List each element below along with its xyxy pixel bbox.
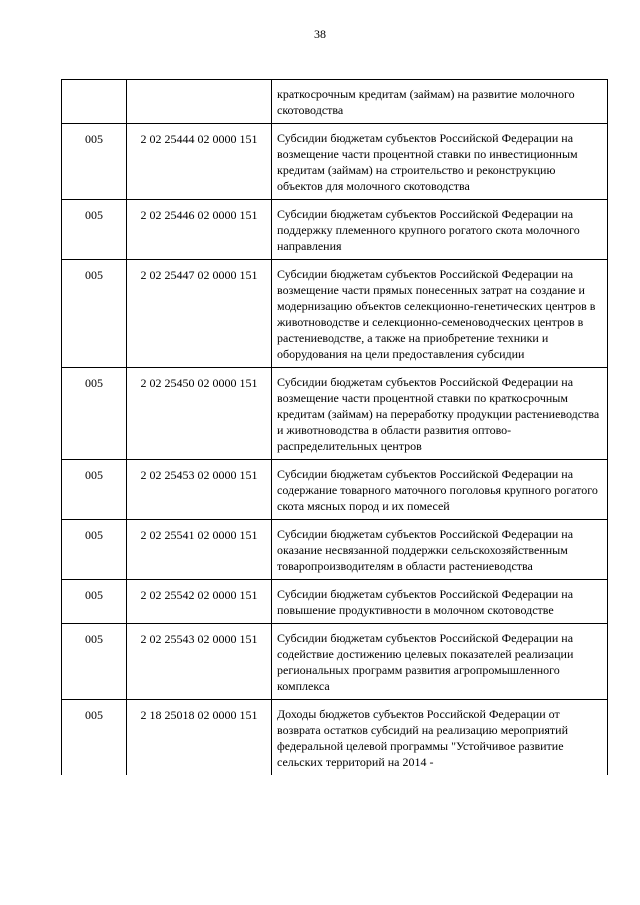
income-name-cell: Субсидии бюджетам субъектов Российской Федерации на возмещение части процентной ставки по краткосрочным кредитам (займам) на переработку продукции растениеводства и животноводства в области развития оптово-распределительных центров xyxy=(272,368,608,460)
budget-code-cell: 2 02 25541 02 0000 151 xyxy=(127,520,272,580)
budget-code-cell: 2 02 25450 02 0000 151 xyxy=(127,368,272,460)
table-row xyxy=(62,80,608,124)
admin-code-cell: 005 xyxy=(62,124,127,200)
budget-code-cell: 2 02 25453 02 0000 151 xyxy=(127,460,272,520)
admin-code-cell xyxy=(62,80,127,124)
budget-code-cell xyxy=(127,80,272,124)
admin-code-cell: 005 xyxy=(62,580,127,624)
budget-code-cell: 2 02 25446 02 0000 151 xyxy=(127,200,272,260)
income-name-cell: Субсидии бюджетам субъектов Российской Федерации на оказание несвязанной поддержки сельскохозяйственным товаропроизводителям в области растениеводства xyxy=(272,520,608,580)
budget-codes-table xyxy=(61,79,608,775)
admin-code-cell: 005 xyxy=(62,260,127,368)
table-row xyxy=(62,624,608,700)
budget-code-cell: 2 02 25543 02 0000 151 xyxy=(127,624,272,700)
admin-code-cell: 005 xyxy=(62,460,127,520)
admin-code-cell: 005 xyxy=(62,624,127,700)
budget-code-cell: 2 02 25444 02 0000 151 xyxy=(127,124,272,200)
admin-code-cell: 005 xyxy=(62,520,127,580)
budget-code-cell: 2 02 25447 02 0000 151 xyxy=(127,260,272,368)
income-name-cell: Субсидии бюджетам субъектов Российской Федерации на повышение продуктивности в молочном скотоводстве xyxy=(272,580,608,624)
table-row xyxy=(62,700,608,776)
table-row xyxy=(62,520,608,580)
budget-code-cell: 2 18 25018 02 0000 151 xyxy=(127,700,272,776)
table-row xyxy=(62,368,608,460)
page-number: 38 xyxy=(314,27,326,41)
table-row xyxy=(62,460,608,520)
table-row xyxy=(62,124,608,200)
table-row xyxy=(62,200,608,260)
income-name-cell: Субсидии бюджетам субъектов Российской Федерации на возмещение части процентной ставки по инвестиционным кредитам (займам) на строительство и реконструкцию объектов для молочного скотоводства xyxy=(272,124,608,200)
admin-code-cell: 005 xyxy=(62,200,127,260)
income-name-cell: Субсидии бюджетам субъектов Российской Федерации на возмещение части прямых понесенных затрат на создание и модернизацию объектов селекционно-генетических центров в животноводстве и селекционно-семеноводческих центров в растениеводстве, а также на приобретение техники и оборудования на цели предоставления субсидии xyxy=(272,260,608,368)
budget-code-cell: 2 02 25542 02 0000 151 xyxy=(127,580,272,624)
admin-code-cell: 005 xyxy=(62,700,127,776)
income-name-cell: Субсидии бюджетам субъектов Российской Федерации на поддержку племенного крупного рогатого скота молочного направления xyxy=(272,200,608,260)
income-name-cell: краткосрочным кредитам (займам) на развитие молочного скотоводства xyxy=(272,80,608,124)
income-name-cell: Доходы бюджетов субъектов Российской Федерации от возврата остатков субсидий на реализацию мероприятий федеральной целевой программы "Устойчивое развитие сельских территорий на 2014 - xyxy=(272,700,608,776)
table-row xyxy=(62,580,608,624)
income-name-cell: Субсидии бюджетам субъектов Российской Федерации на содержание товарного маточного поголовья крупного рогатого скота мясных пород и их помесей xyxy=(272,460,608,520)
income-name-cell: Субсидии бюджетам субъектов Российской Федерации на содействие достижению целевых показателей реализации региональных программ развития агропромышленного комплекса xyxy=(272,624,608,700)
admin-code-cell: 005 xyxy=(62,368,127,460)
table-row xyxy=(62,260,608,368)
